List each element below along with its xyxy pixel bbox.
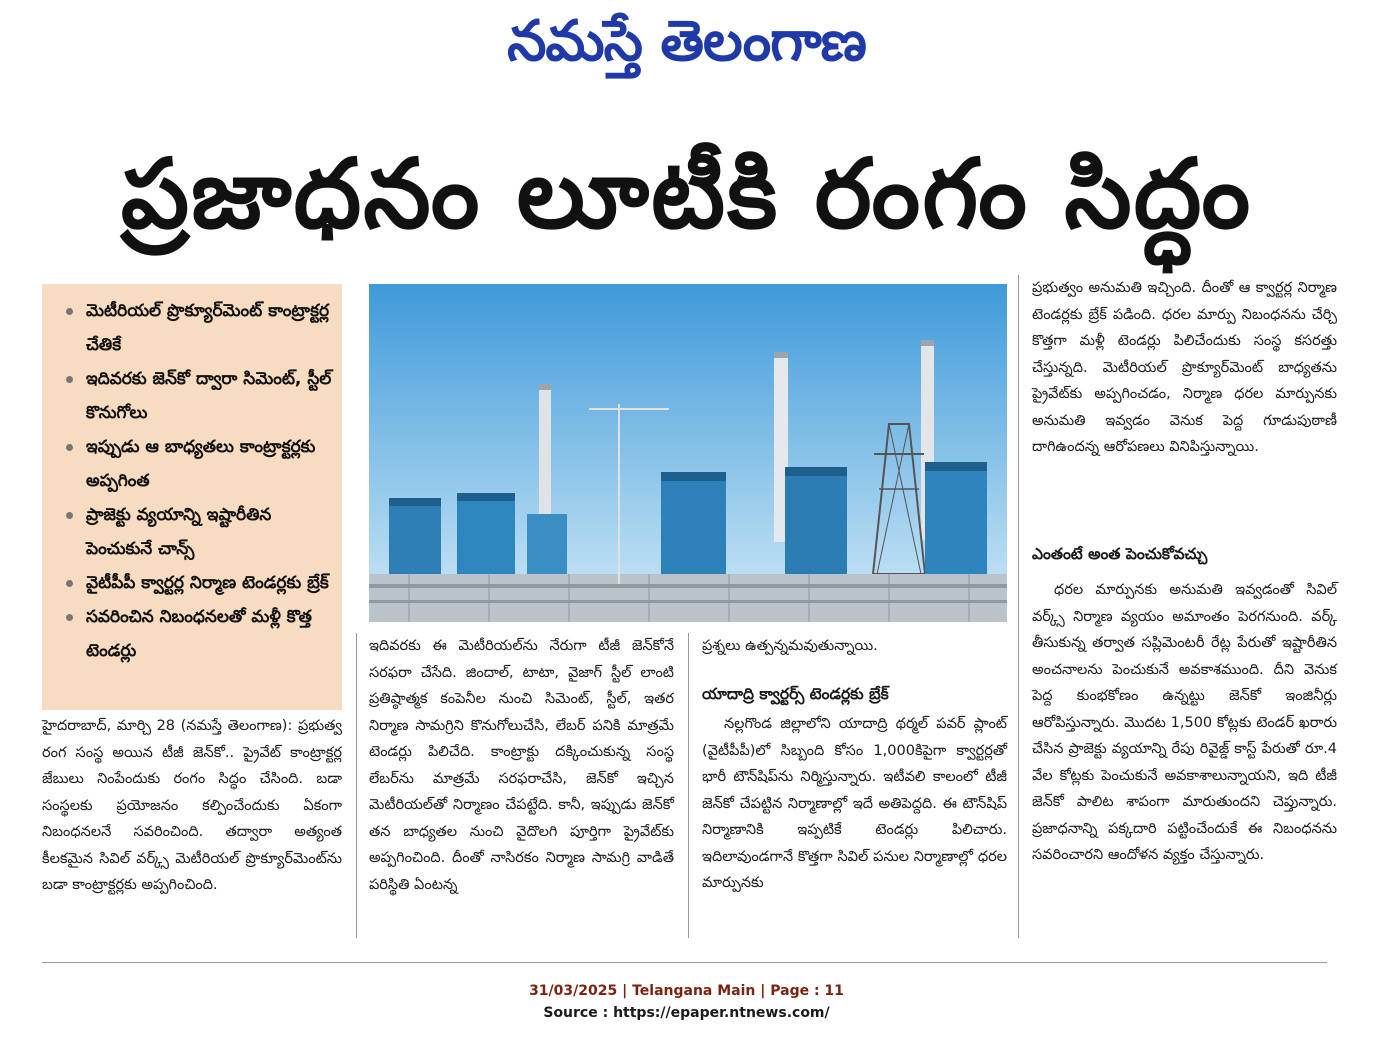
footer-divider xyxy=(42,962,1327,963)
highlight-item: వైటీపీపీ క్వార్టర్ల నిర్మాణ టెండర్లకు బ్రేక్ xyxy=(64,566,332,600)
column-divider xyxy=(688,633,689,938)
highlights-box xyxy=(42,284,342,710)
article-column-3-intro: ప్రశ్నలు ఉత్పన్నమవుతున్నాయి. xyxy=(702,638,878,654)
footer-source-link[interactable]: Source : https://epaper.ntnews.com/ xyxy=(543,1005,830,1021)
highlight-item: ఇదివరకు జెన్‌కో ద్వారా సిమెంట్, స్టీల్ కొనుగోలు xyxy=(64,362,332,430)
article-column-3: నల్లగొండ జిల్లాలోని యాదాద్రి థర్మల్ పవర్ ప్లాంట్ (వైటీపీపీ)లో సిబ్బంది కోసం 1,000కిపైగా క్వార్టర్లతో భారీ టౌన్‌షిప్‌ను నిర్మిస్తున్నారు. ఇటీవలి కాలంలో టీజీ జెన్‌కో చేపట్టిన నిర్మాణాల్లో ఇదే అతిపెద్దది. ఈ టౌన్‌షిప్ నిర్మాణానికి ఇప్పటికే టెండర్లు పిలిచారు. ఇదిలావుండగానే కొత్తగా సివిల్ పనుల నిర్మాణాల్లో ధరల మార్పునకు xyxy=(702,716,1007,891)
subheading-yadadri: యాదాద్రి క్వార్టర్స్ టెండర్లకు బ్రేక్ xyxy=(702,685,889,703)
power-plant-photo xyxy=(369,284,1007,622)
page-headline: ప్రజాధనం లూటీకి రంగం సిద్ధం xyxy=(120,138,1253,250)
power-plant-illustration xyxy=(369,284,1007,622)
column-divider xyxy=(356,633,357,938)
highlights-list xyxy=(64,294,332,668)
highlight-item: ప్రాజెక్టు వ్యయాన్ని ఇష్టారీతిన పెంచుకునే చాన్స్ xyxy=(64,498,332,566)
subheading-price-rise: ఎంతంటే అంత పెంచుకోవచ్చు xyxy=(1032,545,1208,563)
highlight-item: మెటీరియల్ ప్రొక్యూర్‌మెంట్ కాంట్రాక్టర్ల చేతికే xyxy=(64,294,332,362)
page-footer xyxy=(0,980,1373,1024)
article-column-4: ధరల మార్పునకు అనుమతి ఇవ్వడంతో సివిల్ వర్క్స్ నిర్మాణ వ్యయం అమాంతం పెరగనుంది. వర్క్ తీసుకున్న తర్వాత సప్లిమెంటరీ రేట్ల పేరుతో ఇష్టారీతిన అంచనాలను పెంచుకునే అవకాశముంది. దీని వెనుక పెద్ద కుంభకోణం ఉన్నట్టు జెన్‌కో ఇంజినీర్లు ఆరోపిస్తున్నారు. మొదట 1,500 కోట్లకు టెండర్ ఖరారు చేసిన ప్రాజెక్టు వ్యయాన్ని రేపు రివైజ్డ్ కాస్ట్ పేరుతో రూ.4 వేల కోట్లకు పెంచుకునే అవకాశాలున్నాయని, ఇది టీజీ జెన్‌కో పాలిట శాపంగా మారుతుందని చెప్తున్నారు. ప్రజాధనాన్ని పక్కదారి పట్టించేందుకే ఈ నిబంధనను సవరించారని ఆందోళన వ్యక్తం చేస్తున్నారు. xyxy=(1032,582,1337,863)
article-column-4-intro: ప్రభుత్వం అనుమతి ఇచ్చింది. దీంతో ఆ క్వార్టర్ల నిర్మాణ టెండర్లకు బ్రేక్ పడింది. ధరల మార్పు నిబంధనను చేర్చి కొత్తగా మళ్లీ టెండర్లు పిలిచేందుకు సంస్థ కసరత్తు చేస్తున్నది. మెటీరియల్ ప్రొక్యూర్‌మెంట్ బాధ్యతను ప్రైవేట్‌కు అప్పగించడం, నిర్మాణ ధరల మార్పునకు అనుమతి ఇవ్వడం వెనుక పెద్ద గూడుపుఠాణీ దాగిఉందన్న ఆరోపణలు వినిపిస్తున్నాయి. xyxy=(1032,280,1337,455)
footer-edition-info: 31/03/2025 | Telangana Main | Page : 11 xyxy=(529,983,844,999)
masthead-logo: నమస్తే తెలంగాణ xyxy=(507,9,866,74)
article-column-1: హైదరాబాద్, మార్చి 28 (నమస్తే తెలంగాణ): ప్రభుత్వ రంగ సంస్థ అయిన టీజీ జెన్‌కో.. ప్రైవేట్ కాంట్రాక్టర్ల జేబులు నింపేందుకు రంగం సిద్ధం చేసింది. బడా సంస్థలకు ప్రయోజనం కల్పించేందుకు ఏకంగా నిబంధనలనే సవరించింది. తద్వారా అత్యంత కీలకమైన సివిల్ వర్క్స్ మెటీరియల్ ప్రొక్యూర్‌మెంట్‌ను బడా కాంట్రాక్టర్లకు అప్పగించింది. xyxy=(42,718,342,893)
column-divider xyxy=(1018,275,1019,938)
highlight-item: ఇప్పుడు ఆ బాధ్యతలు కాంట్రాక్టర్లకు అప్పగింత xyxy=(64,430,332,498)
article-column-2: ఇదివరకు ఈ మెటీరియల్‌ను నేరుగా టీజీ జెన్‌కోనే సరఫరా చేసేది. జిందాల్, టాటా, వైజాగ్ స్టీల్ లాంటి ప్రతిష్ఠాత్మక కంపెనీల నుంచి సిమెంట్, స్టీల్, ఇతర నిర్మాణ సామగ్రిని కొనుగోలుచేసి, లేబర్ పనికి మాత్రమే టెండర్లు పిలిచేది. కాంట్రాక్టు దక్కించుకున్న సంస్థ లేబర్‌ను మాత్రమే సరఫరాచేసి, జెన్‌కో ఇచ్చిన మెటీరియల్‌తో నిర్మాణం చేపట్టేది. కానీ, ఇప్పుడు జెన్‌కో తన బాధ్యతల నుంచి వైదొలగి పూర్తిగా ప్రైవేట్‌కు అప్పగించింది. దీంతో నాసిరకం నిర్మాణ సామగ్రి వాడితే పరిస్థితి ఏంటన్న xyxy=(369,638,674,893)
highlight-item: సవరించిన నిబంధనలతో మళ్లీ కొత్త టెండర్లు xyxy=(64,600,332,668)
